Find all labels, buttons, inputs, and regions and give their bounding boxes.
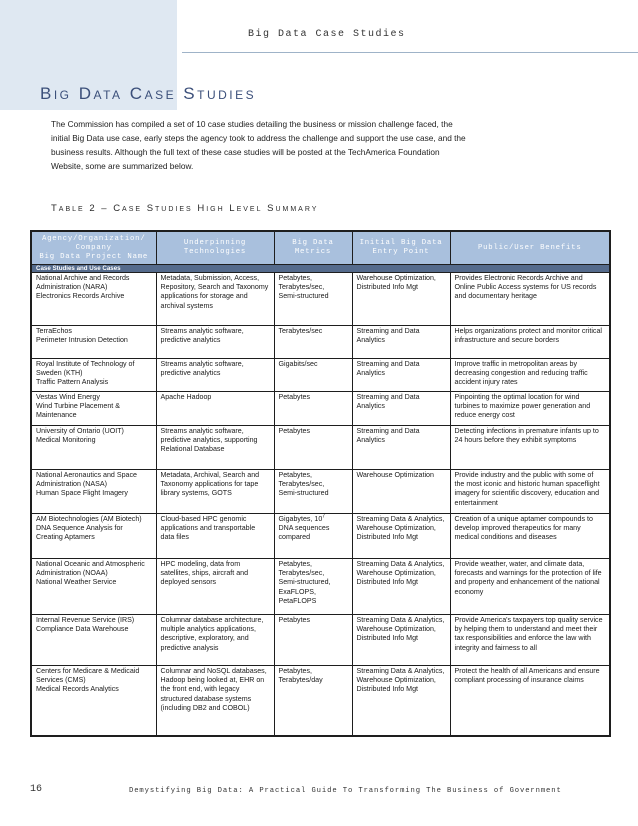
metrics-cell [274,514,352,559]
benefits-cell [450,666,610,736]
technologies-text: Apache Hadoop [160,393,212,401]
technologies-cell [156,514,274,559]
benefits-text: Provide weather, water, and climate data, forecasts and warnings for the protection of life and property and enhancement of the national economy [454,560,602,596]
technologies-cell [156,426,274,470]
org-line: Human Space Flight Imagery [36,489,128,498]
benefits-text: Provide America's taxpayers top quality service by helping them to understand and meet their tax responsibilities and enforce the law with integrity and fairness to all [454,616,603,652]
technologies-text: Cloud-based HPC genomic applications and transportable data files [160,515,256,542]
metrics-line: Petabytes, [278,560,313,568]
table-row [31,359,610,392]
org-cell [31,470,156,514]
technologies-text: Metadata, Archival, Search and Taxonomy applications for tape library systems, GOTS [160,471,260,498]
benefits-cell [450,615,610,666]
entry-line: Distributed Info Mgt [356,634,419,643]
org-line: National Oceanic and Atmospheric Administration (NOAA) [36,560,145,578]
org-line: DNA Sequence Analysis for Creating Aptamers [36,524,123,542]
technologies-text: Streams analytic software, predictive analytics, supporting Relational Database [160,427,258,454]
technologies-cell [156,559,274,615]
org-line: AM Biotechnologies (AM Biotech) [36,515,142,523]
org-line: TerraEchos [36,327,72,335]
header-technologies: Underpinning Technologies [156,231,274,265]
org-cell [31,615,156,666]
running-header: Big Data Case Studies [248,29,406,40]
benefits-cell [450,426,610,470]
metrics-line: Terabytes/sec, [278,283,325,292]
table-row [31,426,610,470]
org-line: Wind Turbine Placement & Maintenance [36,402,120,420]
metrics-cell [274,426,352,470]
metrics-cell [274,615,352,666]
metrics-line: Petabytes, [278,667,313,675]
table-row [31,514,610,559]
entry-line: Streaming Data & Analytics, Warehouse Optimization, [356,616,445,634]
metrics-line: Petabytes [278,427,311,435]
entry-line: Streaming and Data Analytics [356,327,420,345]
metrics-line: Semi-structured [278,292,329,301]
org-cell [31,359,156,392]
entry-point-cell [352,615,450,666]
table-header-row [31,231,610,265]
metrics-cell [274,392,352,426]
org-cell [31,326,156,359]
benefits-text: Improve traffic in metropolitan areas by decreasing congestion and reducing traffic accident injury rates [454,360,588,387]
metrics-line: Gigabits/sec [278,360,318,368]
entry-point-cell [352,426,450,470]
subheader-label: Case Studies and Use Cases [31,265,610,273]
benefits-cell [450,514,610,559]
metrics-line: Semi-structured, [278,578,331,587]
technologies-cell [156,359,274,392]
header-entry-point: Initial Big Data Entry Point [352,231,450,265]
org-cell [31,392,156,426]
table-body [31,273,610,736]
org-line: National Aeronautics and Space Administration (NASA) [36,471,137,489]
entry-point-cell [352,470,450,514]
metrics-superscript: 7 [322,513,326,520]
table-row [31,470,610,514]
technologies-text: Columnar database architecture, multiple analytics applications, descriptive, exploratory, and predictive analysis [160,616,264,652]
entry-point-cell [352,326,450,359]
metrics-line: Petabytes, [278,274,313,282]
technologies-text: Columnar and NoSQL databases, Hadoop being looked at, EHR on the front end, with legacy structured database systems (including DB2 and COBOL) [160,667,267,712]
technologies-cell [156,392,274,426]
metrics-line: Terabytes/sec [278,327,323,335]
metrics-line-with-sup [279,515,348,524]
header-rule [182,52,638,53]
org-cell [31,514,156,559]
benefits-cell [450,392,610,426]
org-line: Medical Monitoring [36,436,96,445]
org-cell [31,426,156,470]
org-cell [31,273,156,326]
entry-point-cell [352,559,450,615]
benefits-text: Provide industry and the public with some of the most iconic and historic human spaceflight imagery for scientific discovery, education and entertainment [454,471,600,507]
metrics-line: Petabytes [278,393,311,401]
benefits-text: Pinpointing the optimal location for wind turbines to maximize power generation and reduce energy cost [454,393,591,420]
technologies-cell [156,273,274,326]
technologies-cell [156,326,274,359]
entry-line: Streaming and Data Analytics [356,427,420,445]
table-row [31,615,610,666]
table-row [31,273,610,326]
benefits-cell [450,359,610,392]
table-subheader-row [31,265,610,273]
entry-line: Streaming and Data Analytics [356,393,420,411]
entry-point-cell [352,392,450,426]
footer-title: Demystifying Big Data: A Practical Guide To Transforming The Business of Government [129,787,562,795]
metrics-cell [274,559,352,615]
org-line: Compliance Data Warehouse [36,625,129,634]
org-line: University of Ontario (UOIT) [36,427,124,435]
technologies-text: Streams analytic software, predictive analytics [160,360,244,378]
metrics-line: Petabytes [278,616,311,624]
org-line: Internal Revenue Service (IRS) [36,616,135,624]
technologies-cell [156,666,274,736]
benefits-text: Helps organizations protect and monitor critical infrastructure and secure borders [454,327,602,345]
org-line: Perimeter Intrusion Detection [36,336,128,345]
entry-point-cell [352,514,450,559]
benefits-cell [450,326,610,359]
benefits-cell [450,470,610,514]
entry-line: Distributed Info Mgt [356,533,419,542]
metrics-cell [274,326,352,359]
org-line: National Archive and Records Administration (NARA) [36,274,130,292]
entry-point-cell [352,273,450,326]
technologies-text: Metadata, Submission, Access, Repository, Search and Taxonomy applications for storage and archival systems [160,274,269,310]
org-line: Centers for Medicare & Medicaid Services (CMS) [36,667,140,685]
table-row [31,666,610,736]
technologies-cell [156,470,274,514]
technologies-text: Streams analytic software, predictive analytics [160,327,244,345]
org-line: Royal Institute of Technology of Sweden (KTH) [36,360,135,378]
table-row [31,559,610,615]
entry-point-cell [352,359,450,392]
metrics-cell [274,666,352,736]
benefits-cell [450,559,610,615]
entry-line: Distributed Info Mgt [356,578,419,587]
org-cell [31,559,156,615]
metrics-line: Petabytes, [278,471,313,479]
metrics-line: Terabytes/sec, [278,569,325,578]
org-line: Traffic Pattern Analysis [36,378,109,387]
header-agency: Agency/Organization/ Company Big Data Project Name [31,231,156,265]
benefits-text: Detecting infections in premature infants up to 24 hours before they exhibit symptoms [454,427,599,445]
metrics-cell [274,470,352,514]
entry-line: Streaming Data & Analytics, Warehouse Optimization, [356,667,445,685]
header-benefits: Public/User Benefits [450,231,610,265]
metrics-line: DNA sequences compared [278,524,330,542]
org-line: Vestas Wind Energy [36,393,100,401]
org-line: National Weather Service [36,578,117,587]
technologies-text: HPC modeling, data from satellites, ships, aircraft and deployed sensors [160,560,249,587]
table-row [31,392,610,426]
metrics-line: Terabytes/day [278,676,323,685]
metrics-line: Semi-structured [278,489,329,498]
header-metrics: Big Data Metrics [274,231,352,265]
intro-paragraph: The Commission has compiled a set of 10 case studies detailing the business or mission challenge faced, the initial Big Data use case, early steps the agency took to address the challenge and support the use case, and the business results. Although the full text of these case studies will be posted at the TechAmerica Foundation Website, some are summarized below. [51,119,466,171]
entry-line: Warehouse Optimization, [356,274,436,282]
page-number: 16 [30,784,43,795]
page-title: Big Data Case Studies [40,84,257,103]
entry-line: Distributed Info Mgt [356,283,419,292]
metrics-cell [274,273,352,326]
entry-point-cell [352,666,450,736]
metrics-line: Gigabytes, 10 [278,515,323,523]
org-line: Medical Records Analytics [36,685,119,694]
metrics-line: Terabytes/sec, [278,480,325,489]
table-row [31,326,610,359]
case-studies-table [30,230,611,737]
metrics-line: PetaFLOPS [278,596,317,605]
org-cell [31,666,156,736]
entry-line: Streaming and Data Analytics [356,360,420,378]
entry-line: Streaming Data & Analytics, Warehouse Optimization, [356,560,445,578]
entry-line: Streaming Data & Analytics, Warehouse Optimization, [356,515,445,533]
org-line: Electronics Records Archive [36,292,125,301]
metrics-line: ExaFLOPS, [278,587,316,596]
benefits-text: Creation of a unique aptamer compounds to develop improved therapeutics for many medical conditions and diseases [454,515,593,542]
benefits-text: Protect the health of all Americans and ensure compliant processing of insurance claims [454,667,600,685]
benefits-cell [450,273,610,326]
metrics-cell [274,359,352,392]
table-caption: Table 2 – Case Studies High Level Summary [51,203,319,214]
entry-line: Warehouse Optimization [356,471,434,479]
technologies-cell [156,615,274,666]
entry-line: Distributed Info Mgt [356,685,419,694]
benefits-text: Provides Electronic Records Archive and Online Public Access systems for US records and documentary heritage [454,274,597,301]
